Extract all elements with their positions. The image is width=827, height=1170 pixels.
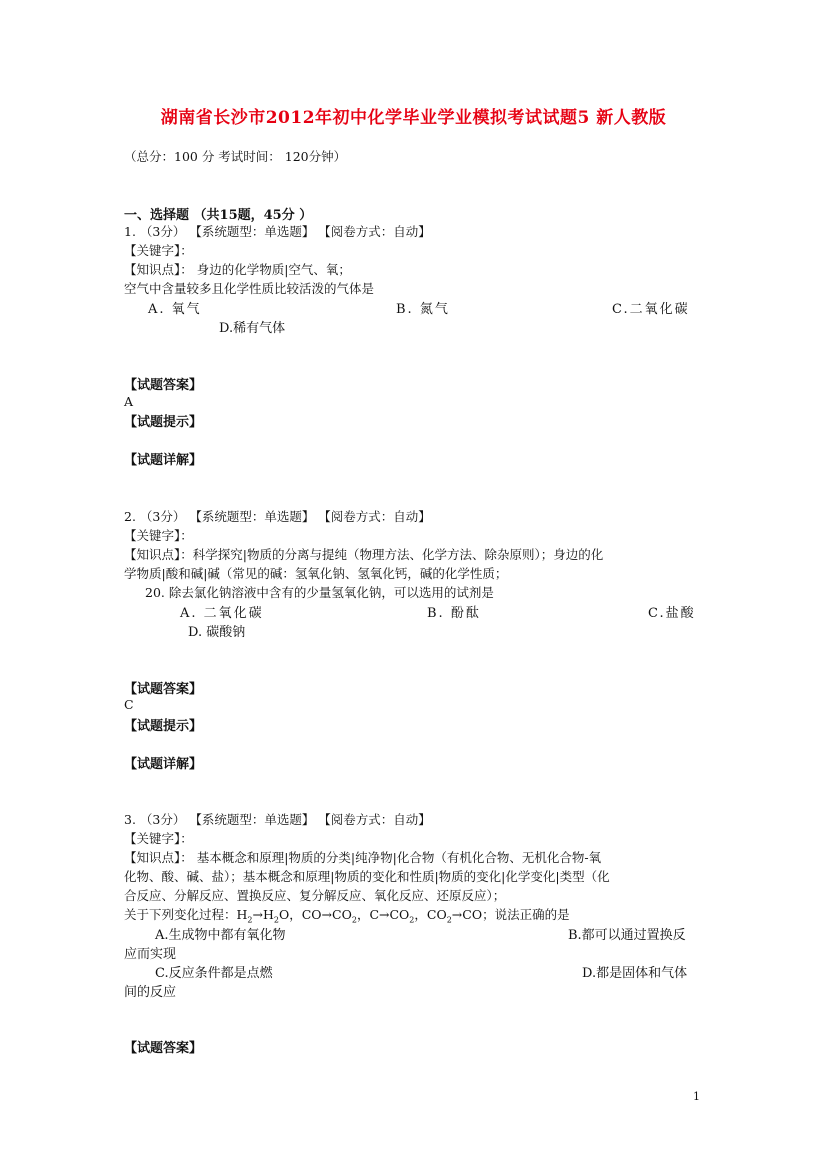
q2-header: 2. （3分） 【系统题型：单选题】 【阅卷方式：自动】 — [124, 509, 431, 524]
q3-option-d-line1: D.都是固体和气体 — [582, 966, 688, 981]
section-heading: 一、选择题 （共15题，45分 ） — [124, 208, 313, 223]
q1-keywords: 【关键字】： — [124, 243, 193, 258]
q1-option-c: C.二氧化碳 — [612, 302, 690, 317]
q3-header: 3. （3分） 【系统题型：单选题】 【阅卷方式：自动】 — [124, 812, 431, 827]
q2-option-b: B. 酚酞 — [427, 606, 481, 621]
q2-stem: 20. 除去氯化钠溶液中含有的少量氢氧化钠，可以选用的试剂是 — [145, 585, 494, 600]
q2-knowledge-line1: 【知识点】：科学探究|物质的分离与提纯（物理方法、化学方法、除杂原则）；身边的化 — [124, 547, 604, 562]
q3-stem-prefix: 关于下列变化过程： — [124, 907, 237, 922]
q2-knowledge-line2: 学物质|酸和碱|碱（常见的碱：氢氧化钠、氢氧化钙，碱的化学性质； — [124, 566, 508, 581]
q1-header: 1. （3分） 【系统题型：单选题】 【阅卷方式：自动】 — [124, 224, 431, 239]
q1-knowledge: 【知识点】： 身边的化学物质|空气、氧； — [124, 262, 351, 277]
q3-knowledge-line2: 化物、酸、碱、盐）；基本概念和原理|物质的变化和性质|物质的变化|化学变化|类型（化 — [124, 869, 610, 884]
q2-option-a: A. 二氧化碳 — [180, 606, 264, 621]
q2-answer: C — [124, 697, 134, 712]
q3-option-a: A.生成物中都有氧化物 — [155, 928, 286, 943]
q2-detail-label: 【试题详解】 — [124, 757, 203, 772]
q3-option-c: C.反应条件都是点燃 — [155, 966, 273, 981]
q3-option-b-line2: 应而实现 — [124, 947, 177, 962]
q3-answer-label: 【试题答案】 — [124, 1041, 203, 1056]
q3-reactions: $H_2\to H_2O$，$CO\to CO_2$，$C\to CO_2$，$CO_2\to CO$； — [236, 907, 495, 925]
q3-knowledge-line3: 合反应、分解反应、置换反应、复分解反应、氧化反应、还原反应）； — [124, 888, 506, 903]
exam-meta: （总分：100 分 考试时间： 120分钟） — [124, 149, 347, 164]
q3-knowledge-line1: 【知识点】： 基本概念和原理|物质的分类|纯净物|化合物（有机化合物、无机化合物-氧 — [124, 850, 602, 865]
q1-option-d: D.稀有气体 — [219, 321, 286, 336]
q1-detail-label: 【试题详解】 — [124, 453, 203, 468]
q3-option-d-line2: 间的反应 — [124, 985, 177, 1000]
q1-answer: A — [124, 394, 134, 409]
q3-option-b-line1: B.都可以通过置换反 — [568, 928, 686, 943]
page-number: 1 — [693, 1090, 700, 1103]
q2-hint-label: 【试题提示】 — [124, 719, 203, 734]
q3-stem — [124, 905, 570, 923]
q2-option-c: C.盐酸 — [648, 606, 696, 621]
q1-answer-label: 【试题答案】 — [124, 378, 203, 393]
q3-stem-suffix: 说法正确的是 — [494, 907, 570, 922]
page-title: 湖南省长沙市2012年初中化学毕业学业模拟考试试题5 新人教版 — [160, 108, 667, 128]
q1-option-b: B. 氮气 — [396, 302, 450, 317]
q2-option-d: D. 碳酸钠 — [188, 625, 246, 640]
q1-hint-label: 【试题提示】 — [124, 415, 203, 430]
q3-keywords: 【关键字】： — [124, 831, 193, 846]
q1-stem: 空气中含量较多且化学性质比较活泼的气体是 — [124, 281, 375, 296]
q1-option-a: A. 氧气 — [148, 302, 202, 317]
q2-keywords: 【关键字】： — [124, 528, 193, 543]
q2-answer-label: 【试题答案】 — [124, 682, 203, 697]
